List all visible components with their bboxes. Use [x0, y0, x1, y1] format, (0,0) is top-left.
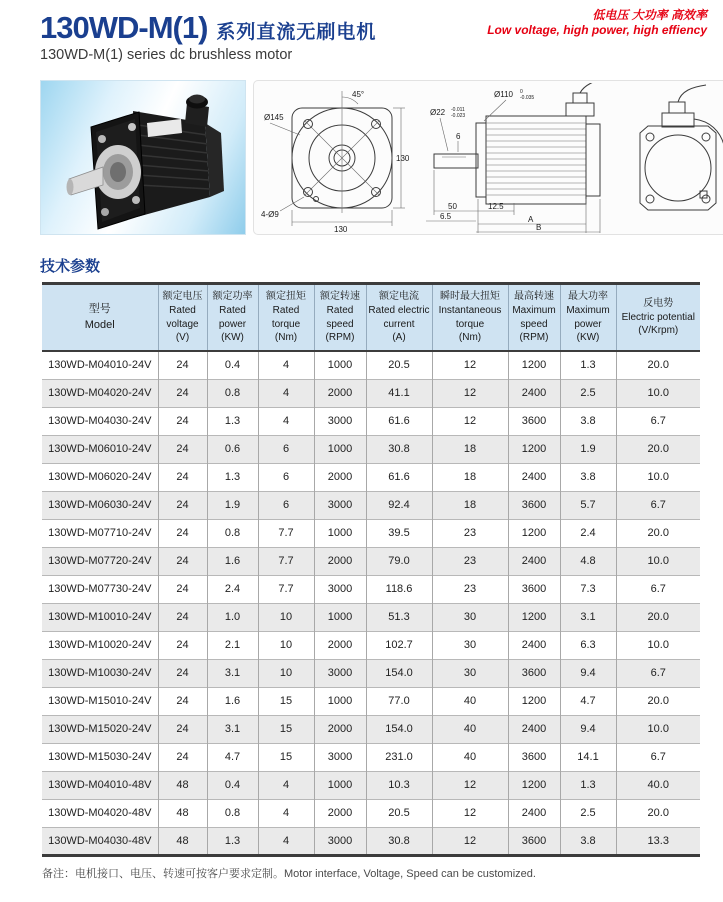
product-series-title: 130WD-M(1) — [40, 10, 208, 45]
value-cell: 24 — [158, 715, 207, 743]
table-row — [42, 631, 700, 659]
column-header: 额定电流 Rated electric current (A) — [366, 284, 432, 352]
value-cell: 1200 — [508, 771, 560, 799]
value-cell: 12 — [432, 379, 508, 407]
value-cell: 13.3 — [616, 827, 700, 855]
value-cell: 48 — [158, 827, 207, 855]
section-title-technical-parameters: 技术参数 — [40, 258, 101, 275]
table-row — [42, 799, 700, 827]
value-cell: 1200 — [508, 519, 560, 547]
value-cell: 1.6 — [207, 687, 258, 715]
value-cell: 1000 — [314, 351, 366, 379]
tagline — [487, 8, 707, 38]
value-cell: 1200 — [508, 351, 560, 379]
value-cell: 3.8 — [560, 463, 616, 491]
value-cell: 61.6 — [366, 407, 432, 435]
value-cell: 4 — [258, 379, 314, 407]
front-bolt-angle-label: 45° — [352, 89, 365, 99]
value-cell: 61.6 — [366, 463, 432, 491]
value-cell: 3600 — [508, 659, 560, 687]
value-cell: 48 — [158, 799, 207, 827]
value-cell: 7.7 — [258, 547, 314, 575]
drawing-rear-view — [618, 83, 723, 233]
value-cell: 3000 — [314, 491, 366, 519]
value-cell: 20.0 — [616, 799, 700, 827]
model-cell: 130WD-M07730-24V — [42, 575, 158, 603]
value-cell: 24 — [158, 743, 207, 771]
value-cell: 7.7 — [258, 519, 314, 547]
value-cell: 3.8 — [560, 407, 616, 435]
value-cell: 7.7 — [258, 575, 314, 603]
column-header: 额定扭矩 Rated torque (Nm) — [258, 284, 314, 352]
value-cell: 4.7 — [560, 687, 616, 715]
model-cell: 130WD-M07720-24V — [42, 547, 158, 575]
front-flange-diameter-label: Ø145 — [264, 112, 284, 122]
value-cell: 154.0 — [366, 715, 432, 743]
table-row — [42, 715, 700, 743]
value-cell: 1.3 — [207, 463, 258, 491]
value-cell: 10 — [258, 659, 314, 687]
value-cell: 0.4 — [207, 351, 258, 379]
value-cell: 2.1 — [207, 631, 258, 659]
value-cell: 2.4 — [207, 575, 258, 603]
value-cell: 92.4 — [366, 491, 432, 519]
value-cell: 2400 — [508, 547, 560, 575]
value-cell: 30.8 — [366, 435, 432, 463]
value-cell: 6.7 — [616, 491, 700, 519]
media-row — [40, 80, 700, 235]
value-cell: 24 — [158, 463, 207, 491]
value-cell: 4 — [258, 827, 314, 855]
table-row — [42, 771, 700, 799]
value-cell: 1.9 — [207, 491, 258, 519]
side-shaft-diameter-label: Ø22 — [430, 107, 446, 117]
value-cell: 1000 — [314, 771, 366, 799]
value-cell: 0.6 — [207, 435, 258, 463]
value-cell: 14.1 — [560, 743, 616, 771]
model-cell: 130WD-M06030-24V — [42, 491, 158, 519]
value-cell: 5.7 — [560, 491, 616, 519]
value-cell: 10.0 — [616, 379, 700, 407]
side-pilot-tol-lower: -0.035 — [520, 94, 535, 101]
model-cell: 130WD-M04030-24V — [42, 407, 158, 435]
motor-photo-illustration — [41, 81, 246, 235]
column-header: 额定电压 Rated voltage (V) — [158, 284, 207, 352]
side-key-width-label: 6 — [456, 131, 461, 141]
value-cell: 23 — [432, 547, 508, 575]
dimension-drawings — [253, 80, 723, 235]
value-cell: 6 — [258, 435, 314, 463]
table-row — [42, 435, 700, 463]
value-cell: 30 — [432, 659, 508, 687]
value-cell: 0.4 — [207, 771, 258, 799]
model-cell: 130WD-M15010-24V — [42, 687, 158, 715]
value-cell: 1.0 — [207, 603, 258, 631]
value-cell: 40 — [432, 715, 508, 743]
column-header: 最大功率 Maximum power (KW) — [560, 284, 616, 352]
value-cell: 9.4 — [560, 715, 616, 743]
side-shaft-tol-upper: -0.011 — [451, 106, 465, 113]
drawing-side-view — [418, 83, 618, 233]
value-cell: 2400 — [508, 631, 560, 659]
model-cell: 130WD-M15020-24V — [42, 715, 158, 743]
value-cell: 10.0 — [616, 715, 700, 743]
value-cell: 231.0 — [366, 743, 432, 771]
table-header-row — [42, 284, 700, 352]
value-cell: 15 — [258, 743, 314, 771]
value-cell: 2000 — [314, 463, 366, 491]
value-cell: 9.4 — [560, 659, 616, 687]
motor-photo — [40, 80, 246, 235]
value-cell: 12 — [432, 827, 508, 855]
drawing-front-view — [260, 83, 418, 233]
value-cell: 40 — [432, 687, 508, 715]
table-row — [42, 379, 700, 407]
value-cell: 10 — [258, 603, 314, 631]
table-row — [42, 407, 700, 435]
value-cell: 3000 — [314, 659, 366, 687]
value-cell: 4.8 — [560, 547, 616, 575]
value-cell: 4 — [258, 771, 314, 799]
value-cell: 3.1 — [560, 603, 616, 631]
value-cell: 3600 — [508, 743, 560, 771]
value-cell: 2.5 — [560, 379, 616, 407]
side-dim-b-label: B — [536, 222, 542, 232]
value-cell: 10.0 — [616, 463, 700, 491]
value-cell: 10 — [258, 631, 314, 659]
value-cell: 2400 — [508, 463, 560, 491]
value-cell: 4.7 — [207, 743, 258, 771]
value-cell: 1.3 — [207, 827, 258, 855]
value-cell: 1000 — [314, 519, 366, 547]
value-cell: 2.4 — [560, 519, 616, 547]
value-cell: 12 — [432, 771, 508, 799]
value-cell: 1000 — [314, 603, 366, 631]
column-header: 额定转速 Rated speed (RPM) — [314, 284, 366, 352]
value-cell: 2000 — [314, 715, 366, 743]
value-cell: 2000 — [314, 631, 366, 659]
value-cell: 20.0 — [616, 687, 700, 715]
value-cell: 15 — [258, 715, 314, 743]
table-row — [42, 603, 700, 631]
value-cell: 24 — [158, 379, 207, 407]
value-cell: 1200 — [508, 603, 560, 631]
side-dim-6-5-label: 6.5 — [440, 211, 452, 221]
product-series-subtitle: 130WD-M(1) series dc brushless motor — [40, 47, 293, 63]
table-row — [42, 827, 700, 855]
value-cell: 2000 — [314, 547, 366, 575]
value-cell: 20.5 — [366, 351, 432, 379]
value-cell: 40.0 — [616, 771, 700, 799]
value-cell: 20.0 — [616, 519, 700, 547]
value-cell: 1.3 — [560, 771, 616, 799]
value-cell: 2.5 — [560, 799, 616, 827]
table-row — [42, 463, 700, 491]
value-cell: 1200 — [508, 687, 560, 715]
value-cell: 3.1 — [207, 715, 258, 743]
value-cell: 4 — [258, 407, 314, 435]
value-cell: 24 — [158, 351, 207, 379]
value-cell: 10.0 — [616, 547, 700, 575]
model-cell: 130WD-M04020-24V — [42, 379, 158, 407]
value-cell: 51.3 — [366, 603, 432, 631]
value-cell: 24 — [158, 407, 207, 435]
column-header: 瞬时最大扭矩 Instantaneous torque (Nm) — [432, 284, 508, 352]
value-cell: 18 — [432, 491, 508, 519]
value-cell: 3000 — [314, 743, 366, 771]
model-cell: 130WD-M10020-24V — [42, 631, 158, 659]
value-cell: 24 — [158, 687, 207, 715]
customization-note: 备注：电机接口、电压、转速可按客户要求定制。Motor interface, Voltage, Speed can be customized. — [42, 867, 536, 880]
model-cell: 130WD-M06020-24V — [42, 463, 158, 491]
value-cell: 6.7 — [616, 407, 700, 435]
front-bolt-holes-label: 4-Ø9 — [261, 209, 279, 219]
value-cell: 41.1 — [366, 379, 432, 407]
table-body — [42, 351, 700, 855]
table-row — [42, 743, 700, 771]
side-shaft-tol-lower: -0.023 — [451, 112, 466, 119]
value-cell: 2400 — [508, 715, 560, 743]
value-cell: 1.9 — [560, 435, 616, 463]
value-cell: 6.3 — [560, 631, 616, 659]
value-cell: 0.8 — [207, 799, 258, 827]
value-cell: 6 — [258, 463, 314, 491]
value-cell: 24 — [158, 547, 207, 575]
value-cell: 24 — [158, 631, 207, 659]
value-cell: 24 — [158, 519, 207, 547]
value-cell: 18 — [432, 435, 508, 463]
model-cell: 130WD-M04010-48V — [42, 771, 158, 799]
value-cell: 6 — [258, 491, 314, 519]
value-cell: 20.5 — [366, 799, 432, 827]
value-cell: 1200 — [508, 435, 560, 463]
value-cell: 24 — [158, 575, 207, 603]
value-cell: 3000 — [314, 575, 366, 603]
value-cell: 18 — [432, 463, 508, 491]
value-cell: 20.0 — [616, 603, 700, 631]
column-header: 反电势 Electric potential (V/Krpm) — [616, 284, 700, 352]
value-cell: 2400 — [508, 799, 560, 827]
value-cell: 40 — [432, 743, 508, 771]
value-cell: 1.6 — [207, 547, 258, 575]
value-cell: 30.8 — [366, 827, 432, 855]
tagline-chinese: 低电压 大功率 高效率 — [592, 8, 707, 22]
model-cell: 130WD-M10010-24V — [42, 603, 158, 631]
value-cell: 30 — [432, 603, 508, 631]
value-cell: 24 — [158, 491, 207, 519]
model-cell: 130WD-M15030-24V — [42, 743, 158, 771]
value-cell: 1.3 — [560, 351, 616, 379]
side-pilot-diameter-label: Ø110 — [494, 89, 513, 99]
value-cell: 6.7 — [616, 575, 700, 603]
model-cell: 130WD-M07710-24V — [42, 519, 158, 547]
side-dim-50-label: 50 — [448, 201, 457, 211]
front-width-label: 130 — [334, 224, 348, 233]
tagline-english: Low voltage, high power, high effiency — [487, 23, 707, 37]
model-cell: 130WD-M04010-24V — [48, 359, 152, 372]
value-cell: 39.5 — [366, 519, 432, 547]
value-cell: 15 — [258, 687, 314, 715]
value-cell: 6.7 — [616, 743, 700, 771]
value-cell: 3600 — [508, 407, 560, 435]
value-cell: 3000 — [314, 407, 366, 435]
value-cell: 3000 — [314, 827, 366, 855]
model-cell: 130WD-M10030-24V — [42, 659, 158, 687]
product-series-title-cn: 系列直流无刷电机 — [216, 22, 377, 43]
spec-table — [42, 282, 700, 857]
value-cell: 7.3 — [560, 575, 616, 603]
value-cell: 79.0 — [366, 547, 432, 575]
value-cell: 4 — [258, 799, 314, 827]
value-cell: 3.8 — [560, 827, 616, 855]
table-row — [42, 547, 700, 575]
value-cell: 3600 — [508, 575, 560, 603]
front-height-label: 130 — [396, 153, 410, 163]
value-cell: 102.7 — [366, 631, 432, 659]
value-cell: 24 — [158, 659, 207, 687]
value-cell: 118.6 — [366, 575, 432, 603]
table-row — [42, 659, 700, 687]
value-cell: 23 — [432, 519, 508, 547]
value-cell: 4 — [258, 351, 314, 379]
value-cell: 20.0 — [616, 351, 700, 379]
value-cell: 12 — [432, 407, 508, 435]
value-cell: 30 — [432, 631, 508, 659]
value-cell: 3.1 — [207, 659, 258, 687]
table-row — [42, 351, 700, 379]
value-cell: 3600 — [508, 491, 560, 519]
value-cell: 10.3 — [366, 771, 432, 799]
spec-table-head — [42, 284, 700, 352]
page-header — [40, 10, 709, 64]
value-cell: 154.0 — [366, 659, 432, 687]
table-row — [42, 491, 700, 519]
column-header: 最高转速 Maximum speed (RPM) — [508, 284, 560, 352]
value-cell: 48 — [158, 771, 207, 799]
table-row — [42, 687, 700, 715]
model-cell: 130WD-M06010-24V — [42, 435, 158, 463]
value-cell: 10.0 — [616, 631, 700, 659]
model-cell: 130WD-M04020-48V — [42, 799, 158, 827]
value-cell: 1.3 — [207, 407, 258, 435]
value-cell: 2000 — [314, 379, 366, 407]
value-cell: 1000 — [314, 687, 366, 715]
column-header: 型号 Model — [42, 284, 158, 352]
value-cell: 0.8 — [207, 379, 258, 407]
table-row — [42, 575, 700, 603]
value-cell: 2000 — [314, 799, 366, 827]
value-cell: 77.0 — [366, 687, 432, 715]
value-cell: 1000 — [314, 435, 366, 463]
value-cell: 6.7 — [616, 659, 700, 687]
value-cell: 12 — [432, 351, 508, 379]
value-cell: 24 — [158, 603, 207, 631]
value-cell: 20.0 — [616, 435, 700, 463]
table-row — [42, 519, 700, 547]
value-cell: 24 — [158, 435, 207, 463]
side-pilot-tol-upper: 0 — [520, 88, 523, 95]
model-cell: 130WD-M04030-48V — [42, 827, 158, 855]
side-dim-12-5-label: 12.5 — [488, 201, 504, 211]
value-cell: 2400 — [508, 379, 560, 407]
side-dim-a-label: A — [528, 214, 534, 224]
value-cell: 23 — [432, 575, 508, 603]
column-header: 额定功率 Rated power (KW) — [207, 284, 258, 352]
value-cell: 0.8 — [207, 519, 258, 547]
value-cell: 3600 — [508, 827, 560, 855]
value-cell: 12 — [432, 799, 508, 827]
